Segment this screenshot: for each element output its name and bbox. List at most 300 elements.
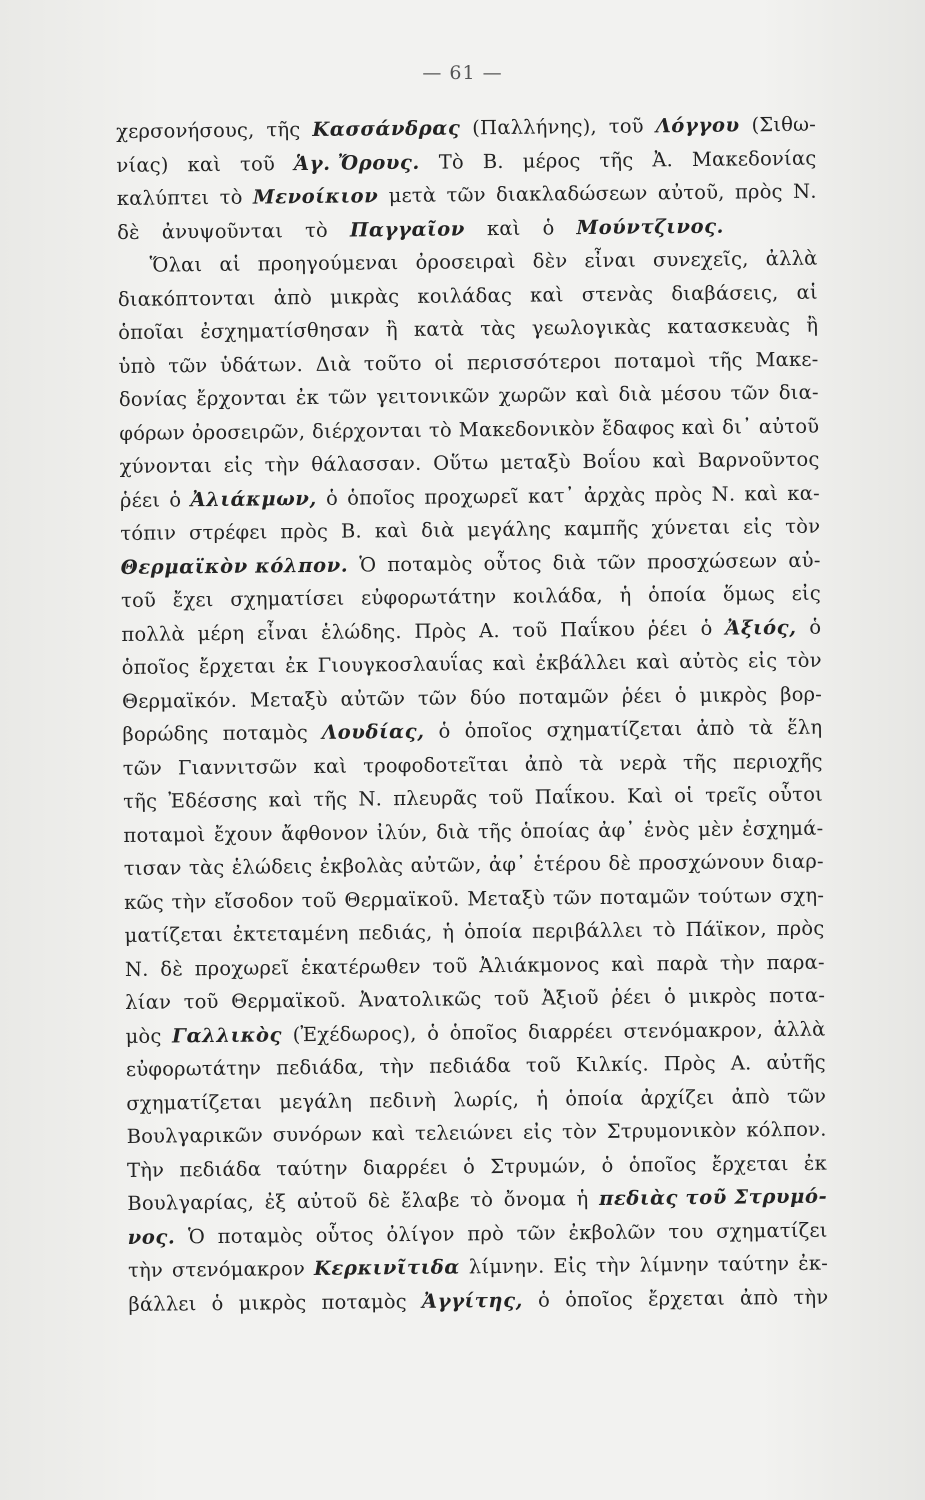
word: αὐτῶν [340, 686, 406, 711]
word: τόπιν [120, 521, 177, 545]
word: ἡ [619, 583, 632, 607]
word: λίαν [125, 990, 172, 1014]
word: ὄνομα [503, 1187, 567, 1211]
word: μεταξὺ [500, 450, 571, 474]
word: Πάϊκον, [685, 917, 767, 942]
word: αὐτοῦ, [657, 180, 725, 205]
word: ἀλλὰ [773, 1017, 826, 1041]
word: καὶ [575, 382, 610, 407]
word: τὰς [480, 316, 516, 341]
word: φόρων [119, 420, 186, 445]
word: διαβάσεις, [671, 280, 779, 305]
word: θάλασσαν. [311, 451, 422, 476]
word: οὗτος [315, 1222, 374, 1247]
word: Οὕτω [433, 451, 489, 475]
word: εἰς [742, 515, 773, 539]
word: ἀπὸ [273, 285, 313, 309]
word: παρα- [766, 950, 825, 974]
word: πλευρᾶς [393, 786, 478, 811]
word: Ν. [792, 179, 817, 203]
word: ὁποῖος [347, 485, 416, 510]
word: ὁ [427, 1021, 440, 1045]
word: ὁποία [647, 582, 707, 607]
word: Καὶ [626, 784, 664, 808]
word: τὴν [595, 1253, 631, 1278]
word: ποταμὸς [321, 1289, 407, 1314]
word: αὐτὸς [679, 649, 739, 674]
word: τοῦ [525, 1053, 562, 1077]
word: καὶ [374, 518, 409, 543]
word: τοῦ [512, 618, 548, 642]
word: ἐξ [264, 1190, 287, 1214]
word: ἢ [385, 318, 398, 342]
word: Ν. [358, 787, 383, 811]
word: τῆς [599, 148, 634, 172]
word: μικρὸς [238, 1290, 307, 1315]
word: ἰλύν, [376, 820, 428, 844]
bold-term: Παγγαῖον [349, 216, 466, 242]
word: ἡ [536, 1087, 549, 1111]
word: τῆς [266, 118, 301, 142]
word: πρὸς [654, 482, 703, 506]
word: πολλὰ [121, 621, 185, 646]
word: λίμνην. [468, 1254, 545, 1279]
word: ἕλη [787, 715, 823, 740]
word: πρὸς [734, 180, 783, 204]
bold-term: Γαλλικὸς [171, 1022, 283, 1047]
word: κατασκευὰς [667, 313, 791, 339]
word: οὗτοι [768, 782, 824, 807]
word: στενόμακρον [171, 1257, 306, 1282]
bold-term: Λόγγου [655, 113, 740, 138]
word: μέσου [660, 381, 722, 406]
word: δὲ [608, 851, 632, 875]
word: ὑπὸ [118, 354, 156, 378]
word: Ἀνατολικῶς [358, 987, 482, 1012]
word: μικρὸς [688, 984, 757, 1009]
bold-term: Κερκινῖτιδα [313, 1255, 461, 1280]
word: καὶ [268, 788, 303, 812]
word: ὁ [700, 616, 713, 640]
word: κῶς [124, 890, 164, 914]
word: ῥέει [647, 616, 688, 640]
word: μὲν [697, 817, 734, 841]
word: τὸν [561, 1120, 598, 1144]
word: χύνεται [651, 515, 731, 540]
word: στρέφει [188, 520, 268, 545]
word: Μεταξὺ [249, 687, 328, 712]
word: καὶ [611, 952, 646, 976]
word: Ὅλαι [149, 253, 203, 277]
word: Παΐκου. [534, 784, 616, 809]
word: ποταμοὶ [613, 348, 697, 373]
word: εὐφορωτάτην [125, 1056, 262, 1081]
word: διὰ [436, 819, 470, 844]
word: ὁποῖος [121, 655, 190, 679]
word: καὶ [636, 650, 670, 674]
word: ἐκβολὰς [319, 854, 404, 878]
word: τῆς [477, 819, 513, 843]
bold-term: Λουδίας, [321, 719, 425, 744]
word: προσχώσεων [646, 548, 778, 573]
word: τῶν [786, 1084, 827, 1108]
word: γειτονικῶν [376, 384, 490, 409]
word: Τὴν [126, 1158, 165, 1182]
word: τοῦ [608, 114, 644, 138]
word: καὶ [313, 754, 348, 778]
word: δονίας [118, 387, 188, 411]
text-line [128, 1285, 828, 1326]
word: του [668, 1219, 704, 1243]
word: τῆς [682, 750, 717, 774]
word: ὁ [438, 719, 451, 743]
word: ὁ [169, 487, 182, 511]
word: ῥέει [611, 985, 652, 1009]
word: ὁποῖος [464, 718, 533, 743]
word: δὲ [117, 220, 140, 244]
word: τὸν [786, 648, 822, 673]
word: μεγάλη [279, 1089, 353, 1113]
word: ἀπὸ [739, 1285, 779, 1310]
word: Εἰς [553, 1254, 587, 1278]
word: Μεταξὺ [467, 886, 546, 910]
word: (Παλλήνης), [472, 114, 598, 140]
word: τῆς [313, 787, 348, 811]
word: διὰ [552, 550, 586, 574]
word: τροφοδοτεῖται [363, 752, 509, 777]
word: μικρὸς [699, 682, 768, 707]
word: διαρρέει [362, 1155, 448, 1179]
word: αὐτῆς [766, 1050, 826, 1075]
word: τῶν [168, 353, 208, 377]
word: Τὸ [438, 149, 465, 174]
word: τὰ [578, 751, 604, 775]
word: τὸ [219, 185, 243, 209]
word: Βουλγαρικῶν [126, 1123, 264, 1148]
word: προηγούμεναι [257, 251, 399, 276]
word: ὁ [542, 215, 555, 240]
word: εἶναι [584, 248, 636, 273]
word: ἀφ᾽ [598, 818, 636, 842]
word: αὐτῶν, [410, 853, 482, 877]
word: Μακε- [755, 347, 819, 371]
word: αἱ [796, 280, 818, 304]
word: ὁ [663, 985, 677, 1009]
word: καλύπτει [116, 186, 210, 210]
word: ταύτην [276, 1156, 348, 1180]
word: νερὰ [619, 750, 667, 775]
word: ποταμὸς [217, 1223, 304, 1248]
word: Πρὸς [663, 1051, 716, 1076]
word: διακλαδώσεων [495, 181, 648, 207]
word: τοῦ [488, 785, 524, 810]
word: τὴν [719, 950, 755, 975]
word: τὴν [264, 453, 300, 477]
word: ἔρχεται [198, 654, 276, 679]
word: τῆς [708, 347, 743, 372]
word: παρὰ [656, 951, 709, 975]
word: τῶν [122, 756, 163, 780]
word: εἶναι [256, 620, 309, 645]
word: Ὁ [187, 1224, 206, 1248]
word: ὀροσειραὶ [415, 249, 516, 274]
word: συνεχεῖς, [652, 247, 749, 272]
word: μετὰ [388, 183, 437, 208]
word: ἔρχεται [647, 1286, 726, 1310]
word: τισαν [123, 856, 182, 880]
word: Ἀξιοῦ [541, 985, 599, 1010]
word: ἀρχίζει [640, 1085, 715, 1110]
word: ἔδαφος [601, 415, 675, 440]
word: (Ἐχέδωρος), [292, 1021, 417, 1046]
word: μεγάλης [467, 517, 552, 542]
word: πρὸς [776, 916, 825, 941]
word: Α. [478, 618, 500, 642]
bold-term: Ἀξιός, [725, 615, 797, 640]
word: Α. [730, 1051, 752, 1075]
word: ποτα- [768, 983, 826, 1008]
word: Ἀλιάκμονος [479, 952, 600, 977]
word: ἐσχηματίσθησαν [200, 318, 370, 344]
word: αὐ- [788, 548, 821, 572]
word: τὸ [428, 418, 452, 442]
word: βορ- [780, 682, 823, 706]
word: πεδιάς, [358, 920, 433, 945]
word: πεδιάδα, [276, 1055, 365, 1080]
word: τῶν [417, 685, 458, 710]
word: ἀνυψοῦνται [161, 218, 284, 244]
word: κοιλάδας [417, 283, 513, 308]
word: Βουλγαρίας, [127, 1190, 255, 1215]
word: ὀλίγον [386, 1222, 455, 1246]
body-text [116, 113, 829, 1326]
word: δύο [469, 685, 506, 709]
word: χωρῶν [498, 383, 567, 408]
word: ὑδάτων. [219, 352, 304, 377]
word: γεωλογικὰς [531, 315, 652, 340]
word: ἑλώδεις [231, 854, 313, 879]
word: συνόρων [272, 1122, 363, 1147]
word: ποταμῶν [518, 684, 610, 709]
word: καὶ [652, 449, 687, 473]
word: Β. [340, 519, 363, 543]
word: καὶ [529, 282, 564, 307]
word: σχηματίσει [230, 586, 345, 611]
word: ποταμὸς [222, 721, 308, 745]
word: τοῦ [120, 588, 157, 612]
bold-term: Κασσάνδρας [312, 116, 461, 141]
word: τὴν [793, 1285, 829, 1309]
word: ἀφ᾽ [488, 852, 527, 877]
word: δὲ [160, 956, 184, 981]
word: τούτων [697, 883, 773, 908]
bold-term: Μούντζινος. [576, 214, 725, 239]
word: ὅμως [722, 582, 776, 606]
word: Γιαννιτσῶν [177, 754, 298, 779]
word: διὰ [421, 518, 455, 542]
word: λίμνην [639, 1252, 710, 1277]
word: κόλπον. [746, 1117, 827, 1142]
word: διαρρέει [527, 1019, 614, 1044]
word: καὶ [681, 415, 716, 439]
bold-term: Μενοίκιον [252, 184, 379, 209]
word: καὶ [492, 651, 527, 676]
word: εἰς [747, 649, 778, 673]
word: ὁ [809, 615, 822, 639]
word: εἰς [223, 453, 254, 477]
word: Κιλκίς. [575, 1052, 649, 1077]
word: προχωρεῖ [194, 955, 290, 980]
word: ὁποία [565, 1086, 624, 1110]
word: Β. [482, 149, 504, 173]
bold-term: πεδιὰς τοῦ Στρυμό- [598, 1184, 828, 1211]
word: ὁποῖαι [118, 320, 185, 344]
word: τὸ [470, 1188, 494, 1212]
bold-term: Ἀγγίτης, [421, 1288, 524, 1313]
word: σχηματίζεται [126, 1090, 263, 1115]
word: στενὰς [581, 281, 654, 306]
word: διὰ [618, 382, 652, 406]
word: ἀλλὰ [765, 246, 818, 271]
word: ἀπὸ [524, 751, 564, 776]
word: Θερμαϊκοῦ. [231, 988, 347, 1013]
word: αὐτοῦ [296, 1189, 358, 1214]
page-number: — 61 — [422, 62, 503, 84]
word: ἐκβολῶν [568, 1219, 656, 1244]
word: βάλλει [128, 1291, 197, 1316]
word: εἰς [791, 581, 822, 605]
word: τῶν [446, 183, 486, 207]
word: ἐκ- [798, 1251, 829, 1275]
word: ἑλώδης. [320, 619, 402, 644]
word: ἀπὸ [696, 716, 735, 740]
word: Στρυμονικὸν [606, 1118, 737, 1143]
word: ὁ [537, 1288, 551, 1312]
word: κατὰ [413, 317, 465, 341]
word: Ὁ [359, 552, 377, 576]
word: ὁποῖος [628, 1152, 697, 1177]
word: Βοΐου [582, 449, 641, 474]
word: ἡ [576, 1187, 589, 1211]
word: οἱ [434, 350, 455, 375]
word: νίας) [116, 152, 169, 177]
word: περιοχῆς [732, 749, 823, 774]
word: κα- [787, 481, 820, 505]
word: ποταμὸς [387, 551, 473, 576]
word: μέρος [522, 148, 581, 173]
word: τελειώνει [414, 1120, 514, 1145]
word: εἰς [522, 1120, 553, 1144]
word: τρεῖς [704, 783, 758, 807]
word: τὴν [171, 889, 207, 913]
word: προχωρεῖ [424, 484, 519, 509]
word: πρὸ [467, 1221, 505, 1245]
word: ἐκ [803, 1151, 828, 1175]
word: οἱ [674, 783, 695, 808]
word: αὐτοῦ [758, 414, 820, 438]
word: ἔλαβε [401, 1188, 460, 1213]
word: τῶν [552, 885, 593, 909]
word: πεδιάδα [429, 1053, 512, 1078]
word: Μακεδονίας [691, 146, 817, 171]
word: μέρη [197, 621, 245, 645]
word: ὀροσειρῶν, [191, 419, 306, 444]
word: τὰς [188, 855, 225, 880]
word: τοῦτο [363, 351, 422, 375]
word: τὸ [304, 218, 329, 242]
word: τῶν [596, 550, 637, 574]
word: τὰ [748, 716, 774, 740]
word: ἔχουν [213, 821, 273, 846]
word: Βαρνοῦντος [697, 447, 820, 472]
word: ἐσχημά- [742, 816, 824, 840]
word: μὸς [125, 1024, 162, 1048]
word: σχηματίζεται [546, 717, 683, 742]
word: ὁ [462, 1154, 476, 1178]
word: κοιλάδα, [512, 583, 603, 608]
word: τῶν [516, 1220, 556, 1245]
word: ὁποῖος [449, 1020, 518, 1045]
word: Μακεδονικὸν [458, 416, 596, 441]
word: καὶ [371, 1122, 406, 1146]
word: τοῦ [432, 953, 468, 978]
word: περισσότεροι [466, 349, 602, 374]
word: ὁ [674, 683, 687, 707]
word: δὲν [532, 249, 568, 273]
word: βορώδης [122, 722, 209, 746]
word: εἴσοδον [214, 888, 295, 913]
word: ἢ [806, 313, 819, 337]
word: τὴν [127, 1258, 164, 1282]
bold-term: Ἁγ. Ὄρους. [293, 150, 420, 175]
word: ἀρχὰς [583, 482, 646, 507]
word: ἐκ [285, 654, 309, 678]
word: ποταμῶν [599, 884, 691, 909]
word: Στρυμών, [490, 1153, 587, 1178]
word: προσχώνουν [638, 850, 765, 875]
word: πεδινὴ [369, 1088, 437, 1112]
word: Θερμαϊκοῦ. [344, 886, 460, 912]
word: διέρχονται [311, 418, 423, 443]
word: ἐκβάλλει [535, 650, 627, 675]
word: πεδιάδα [179, 1157, 262, 1181]
word: ὁποία [463, 919, 523, 944]
word: τοῦ [493, 986, 530, 1011]
word: περιβάλλει [531, 918, 644, 943]
word: τὸ [652, 918, 676, 942]
word: τοῦ [239, 151, 276, 176]
word: τῆς [123, 789, 158, 813]
word: ταύτην [717, 1252, 790, 1276]
bold-term: Ἀλιάκμων, [190, 486, 317, 511]
word: τοῦ [183, 989, 219, 1014]
word: σχη- [779, 883, 825, 907]
word: δὲ [367, 1189, 391, 1213]
word: ἔρχεται [711, 1151, 789, 1176]
word: ἑκατέρωθεν [300, 954, 421, 979]
word: ματίζεται [124, 922, 224, 947]
word: λωρίς, [453, 1087, 520, 1112]
word: πρὸς [280, 519, 329, 544]
word: ὁ [211, 1291, 224, 1315]
bold-term: Θερμαϊκὸν κόλπον. [120, 553, 349, 579]
word: στενόμακρον, [623, 1017, 764, 1043]
word: Γιουγκοσλαυΐας [317, 652, 484, 677]
word: χύνονται [119, 454, 213, 478]
word: κατ᾽ [527, 483, 575, 508]
word: Πρὸς [414, 618, 467, 643]
word: δια- [778, 380, 819, 405]
